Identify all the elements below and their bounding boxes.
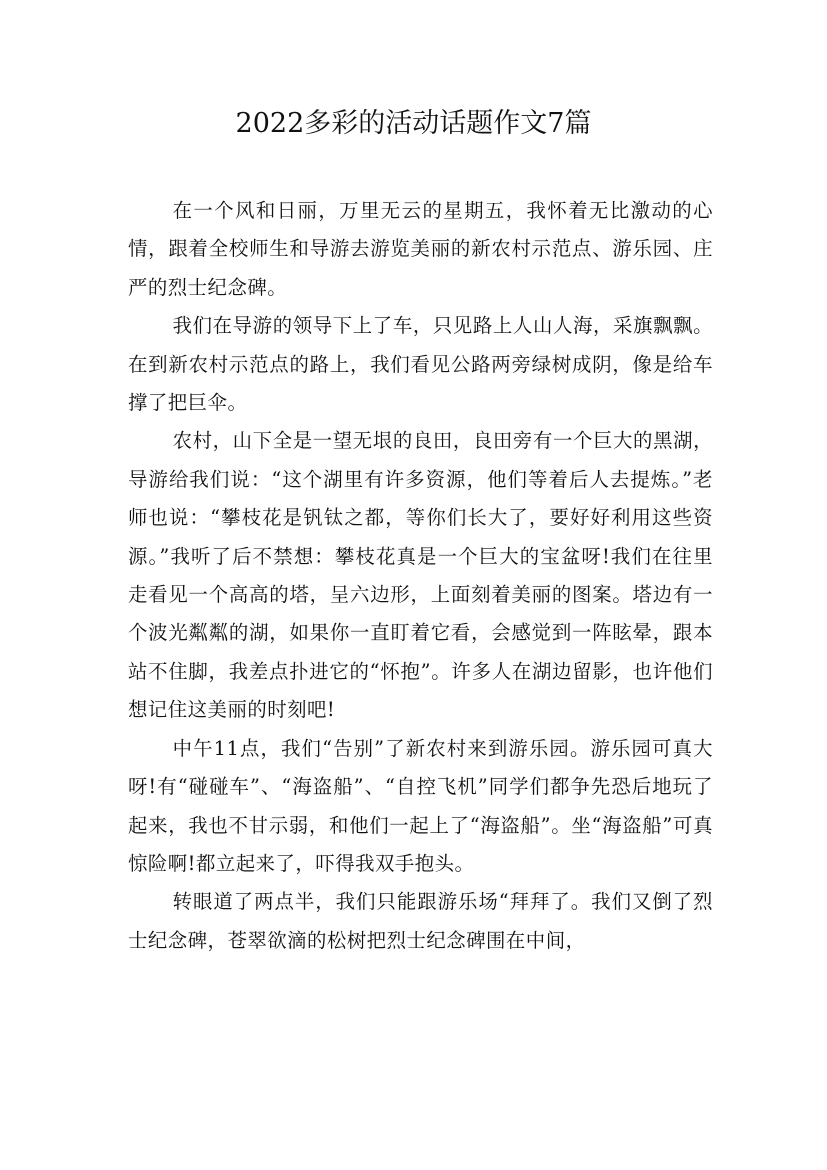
document-title: 2022多彩的活动话题作文7篇 bbox=[235, 108, 592, 139]
paragraph: 我们在导游的领导下上了车，只见路上人山人海，采旗飘飘。在到新农村示范点的路上，我们看见公路两旁绿树成阴，像是给车撑了把巨伞。 bbox=[128, 314, 713, 415]
paragraph: 转眼道了两点半，我们只能跟游乐场“拜拜了。我们又倒了烈士纪念碑，苍翠欲滴的松树把烈士纪念碑围在中间， bbox=[128, 890, 713, 952]
document-body bbox=[128, 192, 713, 960]
paragraph: 中午11点，我们“告别”了新农村来到游乐园。游乐园可真大呀!有“碰碰车”、“海盗船”、“自控飞机”同学们都争先恐后地玩了起来，我也不甘示弱，和他们一起上了“海盗船”。坐“海盗船”可真惊险啊!都立起来了，吓得我双手抱头。 bbox=[128, 736, 713, 875]
paragraph: 在一个风和日丽，万里无云的星期五，我怀着无比激动的心情，跟着全校师生和导游去游览美丽的新农村示范点、游乐园、庄严的烈士纪念碑。 bbox=[128, 199, 713, 299]
paragraph: 农村，山下全是一望无垠的良田，良田旁有一个巨大的黑湖，导游给我们说：“这个湖里有许多资源，他们等着后人去提炼。”老师也说：“攀枝花是钒钛之都，等你们长大了，要好好利用这些资源。”我听了后不禁想：攀枝花真是一个巨大的宝盆呀!我们在往里走看见一个高高的塔，呈六边形，上面刻着美丽的图案。塔边有一个波光粼粼的湖，如果你一直盯着它看，会感觉到一阵眩晕，跟本站不住脚，我差点扑进它的“怀抱”。许多人在湖边留影，也许他们想记住这美丽的时刻吧! bbox=[128, 429, 713, 722]
